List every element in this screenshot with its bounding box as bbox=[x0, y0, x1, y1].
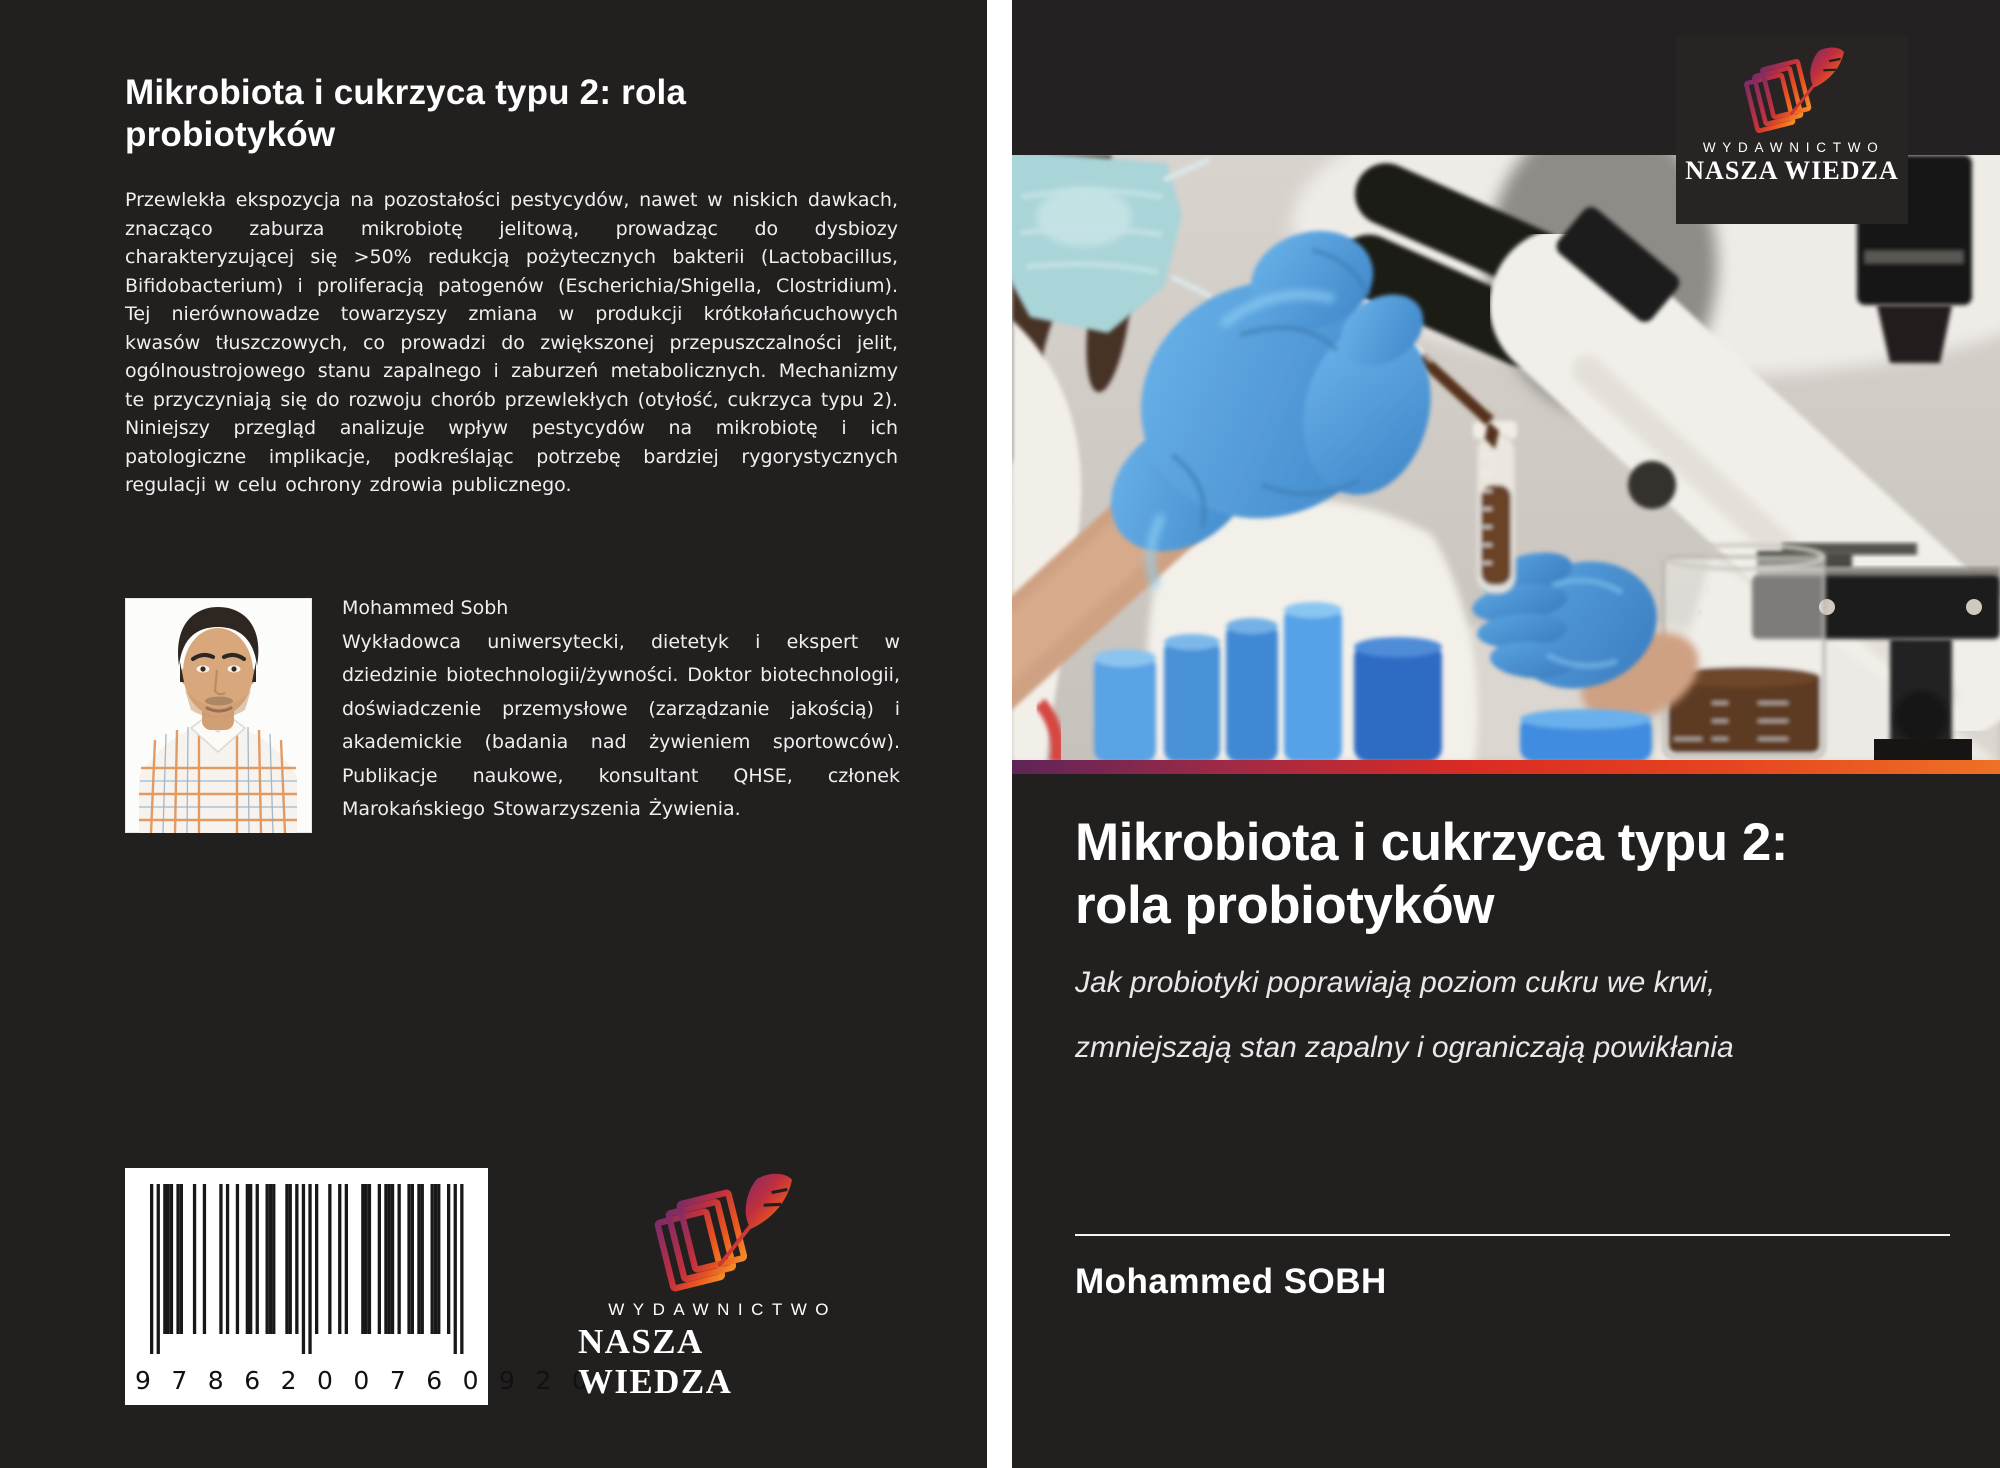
author-portrait-photo bbox=[125, 598, 312, 833]
author-bio-text: Wykładowca uniwersytecki, dietetyk i ekspert w dziedzinie biotechnologii/żywności. Doktor biotechnologii, doświadczenie przemysłowe (zarządzanie jakością) i akademickie (badania nad żywieniem sportowców). Publikacje naukowe, konsultant QHSE, członek Marokańskiego Stowarzyszenia Żywienia. bbox=[342, 630, 900, 820]
publisher-pages-feather-icon bbox=[638, 1172, 803, 1298]
lab-scene-graphic bbox=[1012, 155, 2000, 762]
front-title: Mikrobiota i cukrzyca typu 2: rola probiotyków bbox=[1075, 813, 1788, 935]
front-author-name: Mohammed SOBH bbox=[1075, 1262, 1387, 1301]
isbn-barcode bbox=[125, 1168, 609, 1405]
back-cover bbox=[0, 0, 987, 1468]
back-cover-title: Mikrobiota i cukrzyca typu 2: rola probiotyków bbox=[125, 73, 687, 154]
author-bio bbox=[342, 592, 900, 827]
front-cover bbox=[1012, 0, 2000, 1468]
publisher-logo-back bbox=[578, 1172, 863, 1402]
accent-gradient-bar bbox=[1012, 760, 2000, 774]
barcode-bars bbox=[142, 1184, 472, 1356]
spine bbox=[987, 0, 1012, 1468]
publisher-logo-front bbox=[1676, 36, 1908, 224]
publisher-name-line1: WYDAWNICTWO bbox=[1702, 140, 1885, 155]
author-bio-name: Mohammed Sobh bbox=[342, 597, 509, 619]
cover-photo-lab-scene bbox=[1012, 155, 2000, 762]
barcode-digits: 9786200760920 bbox=[135, 1366, 609, 1395]
publisher-name-line2: NASZA WIEDZA bbox=[1685, 156, 1899, 185]
author-divider-line bbox=[1075, 1234, 1950, 1236]
front-subtitle: Jak probiotyki poprawiają poziom cukru we krwi, zmniejszają stan zapalny i ograniczają powikłania bbox=[1075, 966, 1734, 1064]
publisher-name-line1: WYDAWNICTWO bbox=[608, 1300, 838, 1319]
publisher-name-line2: NASZA WIEDZA bbox=[578, 1322, 733, 1401]
author-portrait-graphic bbox=[125, 598, 312, 833]
publisher-pages-feather-icon bbox=[1732, 44, 1852, 140]
synopsis-text: Przewlekła ekspozycja na pozostałości pestycydów, nawet w niskich dawkach, znacząco zaburza mikrobiotę jelitową, prowadząc do dysbiozy charakteryzującej się >50% redukcją pożytecznych bakterii (Lactobacillus, Bifidobacterium) i proliferacją patogenów (Escherichia/Shigella, Clostridium). Tej nierównowadze towarzyszy zmiana w produkcji krótkołańcuchowych kwasów tłuszczowych, co prowadzi do zwiększonej przepuszczalności jelit, ogólnoustrojowego stanu zapalnego i zaburzeń metabolicznych. Mechanizmy te przyczyniają się do rozwoju chorób przewlekłych (otyłość, cukrzyca typu 2). Niniejszy przegląd analizuje wpływ pestycydów na mikrobiotę i ich patologiczne implikacje, podkreślając potrzebę bardziej rygorystycznych regulacji w celu ochrony zdrowia publicznego. bbox=[125, 189, 898, 496]
